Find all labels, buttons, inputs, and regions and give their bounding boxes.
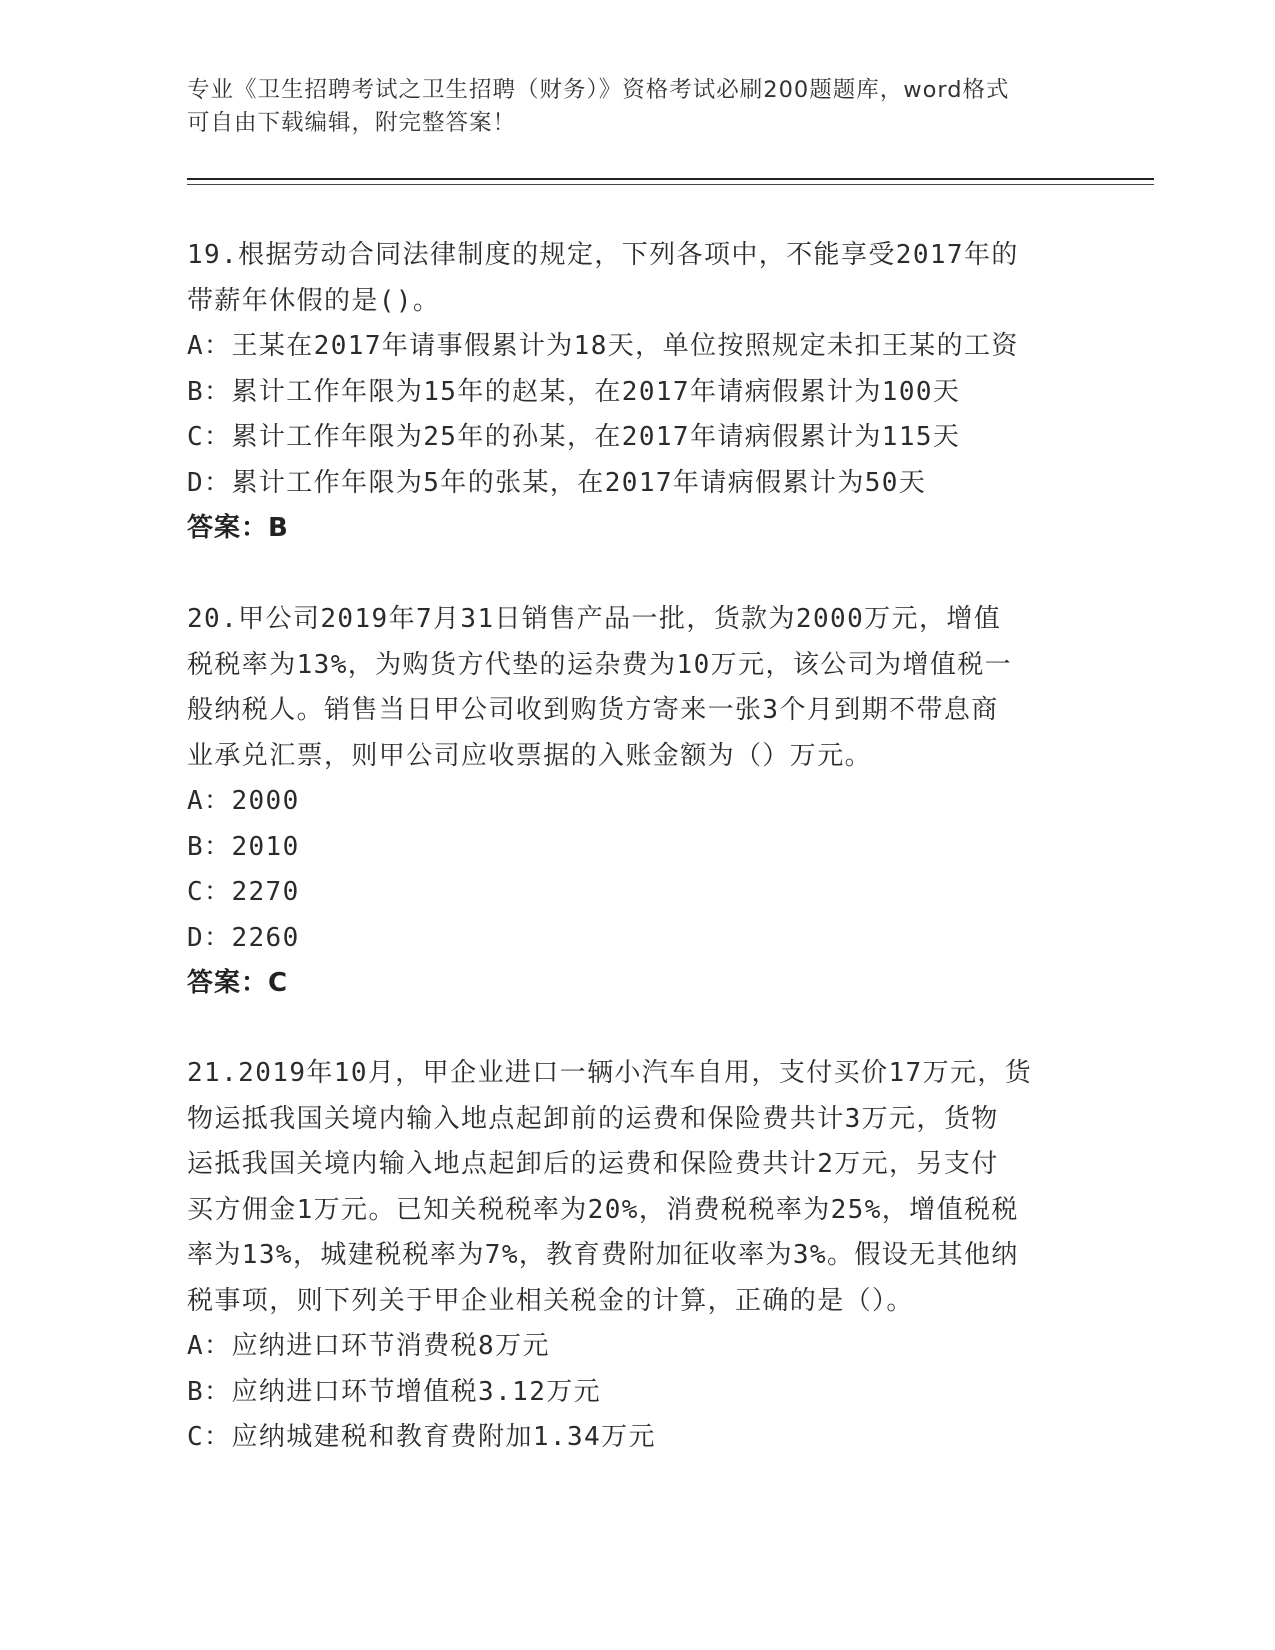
question-stem-line: 21.2019年10月，甲企业进口一辆小汽车自用，支付买价17万元，货 — [187, 1058, 1033, 1088]
header-line-2: 可自由下载编辑，附完整答案！ — [187, 110, 517, 136]
question-stem-line: 业承兑汇票，则甲公司应收票据的入账金额为（）万元。 — [187, 740, 873, 771]
option-b: B：2010 — [187, 831, 300, 862]
header-line-1: 专业《卫生招聘考试之卫生招聘（财务）》资格考试必刷200题题库，word格式 — [187, 77, 1010, 103]
question-stem-line: 率为13%，城建税税率为7%，教育费附加征收率为3%。假设无其他纳 — [187, 1240, 1019, 1270]
question-stem-line: 般纳税人。销售当日甲公司收到购货方寄来一张3个月到期不带息商 — [187, 695, 999, 725]
question-stem-line: 税事项，则下列关于甲企业相关税金的计算，正确的是（）。 — [187, 1285, 914, 1316]
option-d: D：累计工作年限为5年的张某，在2017年请病假累计为50天 — [187, 467, 927, 498]
option-b: B：应纳进口环节增值税3.12万元 — [187, 1376, 602, 1407]
question-stem-line: 运抵我国关境内输入地点起卸后的运费和保险费共计2万元，另支付 — [187, 1149, 999, 1179]
question-stem-line: 20.甲公司2019年7月31日销售产品一批，货款为2000万元，增值 — [187, 604, 1002, 634]
header-divider-thin — [187, 184, 1154, 185]
header-divider-thick — [187, 178, 1154, 180]
document-header — [187, 74, 1067, 140]
option-a: A：2000 — [187, 786, 300, 816]
question-21 — [187, 1051, 1087, 1461]
option-d: D：2260 — [187, 922, 300, 953]
answer-label: 答案：B — [187, 513, 289, 543]
question-stem-line: 税税率为13%，为购货方代垫的运杂费为10万元，该公司为增值税一 — [187, 649, 1013, 680]
option-c: C：2270 — [187, 877, 300, 907]
option-c: C：应纳城建税和教育费附加1.34万元 — [187, 1422, 656, 1452]
option-a: A：王某在2017年请事假累计为18天，单位按照规定未扣王某的工资 — [187, 331, 1019, 361]
option-b: B：累计工作年限为15年的赵某，在2017年请病假累计为100天 — [187, 376, 961, 407]
question-stem-line: 买方佣金1万元。已知关税税率为20%，消费税税率为25%，增值税税 — [187, 1194, 1019, 1225]
question-stem-line: 19.根据劳动合同法律制度的规定，下列各项中，不能享受2017年的 — [187, 240, 1019, 270]
option-c: C：累计工作年限为25年的孙某，在2017年请病假累计为115天 — [187, 422, 961, 452]
question-stem-line: 带薪年休假的是()。 — [187, 285, 441, 316]
option-a: A：应纳进口环节消费税8万元 — [187, 1331, 550, 1361]
question-19 — [187, 233, 1087, 552]
answer-label: 答案：C — [187, 968, 289, 998]
question-stem-line: 物运抵我国关境内输入地点起卸前的运费和保险费共计3万元，货物 — [187, 1103, 999, 1134]
question-20 — [187, 597, 1087, 1007]
